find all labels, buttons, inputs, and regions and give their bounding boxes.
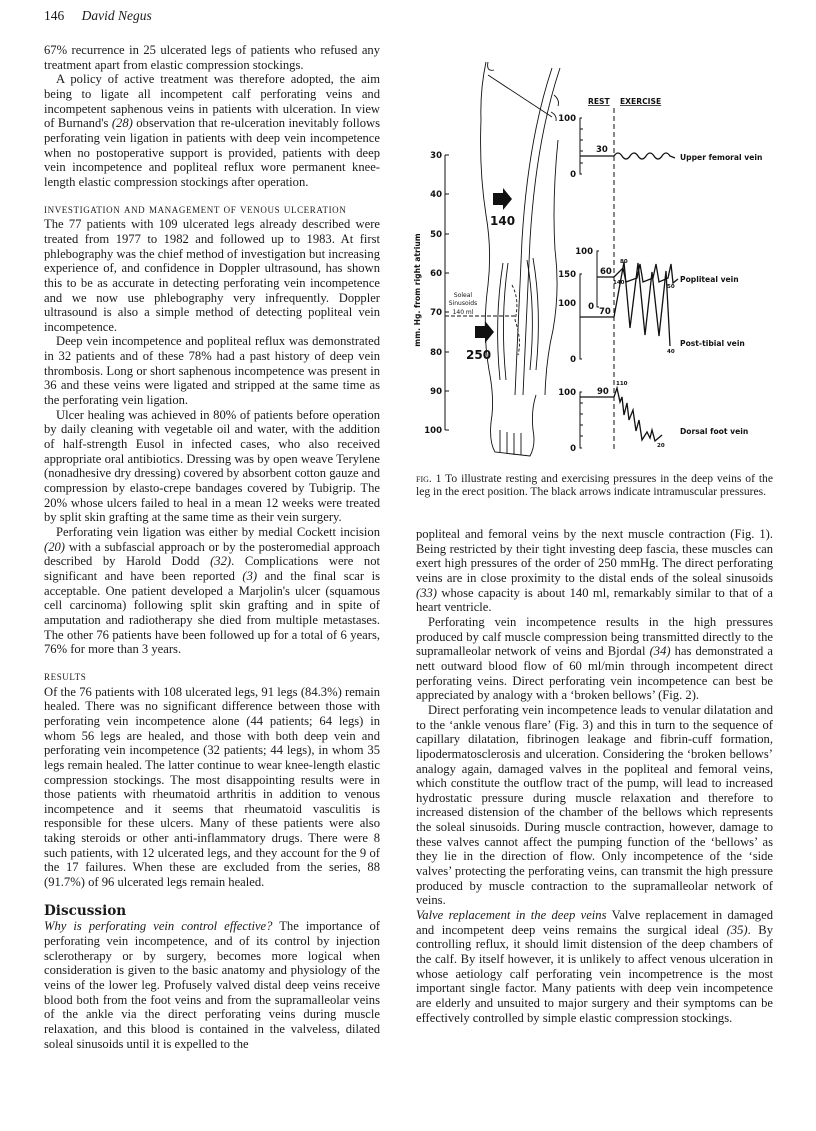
paragraph-text: popliteal and femoral veins by the next muscle contraction (Fig. 1). Being restricted by their tight investing deep fascia, these muscles can exert high pressures of the order of 250 mmHg. The direct perforating veins are in close proximity to the distal ends of the soleal sinusoids	[416, 527, 773, 585]
paragraph-text: Perforating vein incompetence results in the high pressures produced by calf muscle compression being transmitted directly to the supramalleolar network of veins and Bjordal	[416, 614, 773, 659]
axis-max: 100	[575, 247, 593, 257]
body-paragraph	[44, 408, 380, 525]
end-value: 40	[667, 349, 675, 355]
arrow-icon	[475, 321, 494, 343]
axis-min: 0	[570, 444, 576, 454]
body-paragraph	[44, 43, 380, 72]
italic-text: Valve replacement in the deep veins	[416, 908, 607, 923]
paragraph-text: The importance of perforating vein incompetence, and of its control by injection sclerotherapy or by surgery, becomes more logical when consideration is given to the basic anatomy and physiology of the veins of the lower leg. Profusely valved distal deep veins receive blood both from the foot veins and from the supramalleolar veins of the ankle via the direct perforating veins during muscle relaxation, and this blood is contained in the valveless, dilated soleal sinusoids until it is expelled to the	[44, 919, 380, 1051]
body-paragraph	[416, 703, 773, 908]
soleal-volume: 140 ml	[452, 309, 474, 316]
paragraph-text: Valve replacement in damaged and incompetent deep veins remains the surgical ideal	[416, 908, 773, 937]
tick-label: 60	[430, 269, 442, 279]
italic-text: (20)	[44, 539, 65, 554]
tick-label: 50	[430, 230, 442, 240]
figure-caption-label: fig. 1	[416, 472, 442, 485]
body-paragraph	[44, 334, 380, 407]
paragraph-text: Perforating vein ligation was either by medial Cockett incision	[56, 525, 380, 539]
tick-label: 70	[430, 308, 442, 318]
arrow-pressure-label: 140	[490, 214, 516, 228]
body-paragraph	[44, 72, 380, 189]
paragraph-text: results	[44, 668, 87, 683]
exercise-label: EXERCISE	[620, 97, 662, 106]
italic-text: (32)	[210, 554, 232, 569]
body-paragraph	[416, 615, 773, 703]
soleal-label: Soleal	[453, 292, 473, 299]
paragraph-text: and the final scar is acceptable. One patient developed a Marjolin's ulcer (squamous cell carcinoma) following split skin grafting and in spite of amputation and radiotherapy she died from multiple metastases. The other 76 patients have been followed up for a total of 6 years, 76% for more than 3 years.	[44, 568, 380, 657]
paragraph-text: Direct perforating vein incompetence leads to venular dilatation and to the ‘ankle venous flare’ (Fig. 3) and this in turn to the sequence of capillary dilatation, fibrinogen leakage and fibrin-cuff formation, lipodermatosclerosis and ulceration. Considering the ‘broken bellows’ analogy again, damaged valves in the popliteal and femoral veins, which constitute the outflow tract of the pump, will lead to increased hydrostatic pressure during muscle relaxation and therefore to increased distension of the chamber of the bellows which represents the soleal sinusoids. During muscle contraction, however, damage to these valves cannot affect the pumping function of the ‘bellows’ as they lie in the direction of flow. Only incompetence of the ‘side valves’ protecting the perforating veins, can transmit the high pressure produced by muscle contraction to the supramalleolar network of veins.	[416, 702, 773, 908]
left-text-column	[44, 43, 380, 1051]
italic-text: (35)	[726, 922, 748, 937]
dorsal-foot-trace	[580, 388, 662, 441]
italic-text: (28)	[111, 116, 133, 131]
tick-label: 40	[430, 190, 442, 200]
arrow-icon	[493, 188, 512, 210]
axis-max: 100	[558, 388, 576, 398]
body-paragraph	[44, 217, 380, 334]
rest-value: 60	[600, 267, 612, 277]
paragraph-text: observation that re-ulceration inevitably follows perforating vein ligation in patients with deep vein incompetence when no postoperative support is provided, patients with deep vein incompetence and popliteal reflux wore permanent knee-length elastic compression stockings after operation.	[44, 116, 380, 189]
running-head-author: David Negus	[81, 8, 152, 23]
tick-label: 30	[430, 151, 442, 161]
axis-max: 100	[558, 114, 576, 124]
section-subheading	[44, 669, 380, 684]
peak-value: 140	[613, 280, 625, 286]
end-value: 50	[667, 284, 675, 290]
figure-caption-text: To illustrate resting and exercising pressures in the deep veins of the leg in the erect position. The black arrows indicate intramuscular pressures.	[416, 472, 774, 499]
paragraph-text: Of the 76 patients with 108 ulcerated legs, 91 legs (84.3%) remain healed. There was no significant difference between those with perforating vein incompetence alone (44 patients; 64 legs) in whom 56 legs are healed, and those with both deep vein and perforating vein incompetence (32 patients; 44 legs), in whom 35 legs remain healed. The latter continue to wear knee-length elastic compression stockings. The most disappointing results were in those patients with rheumatoid arthritis in addition to venous incompetence and it seems that rheumatoid vasculitis is responsible for these ulcers. Many of these patients were also taking steroids or other anti-inflammatory drugs. There were 8 such patients, with 12 ulcerated legs, and they account for the 9 of the 17 failures. When these are excluded from the series, 88 (91.7%) of 96 ulcerated legs remain healed.	[44, 684, 380, 890]
italic-text: Why is perforating vein control effective?	[44, 919, 273, 934]
section-subheading	[44, 202, 380, 217]
axis-mid: 100	[558, 299, 576, 309]
axis-min: 0	[570, 170, 576, 180]
paragraph-text: Discussion	[44, 902, 127, 919]
italic-text: (34)	[649, 644, 671, 659]
trace-name: Popliteal vein	[680, 275, 739, 284]
arrow-pressure-label: 250	[466, 348, 492, 362]
trace-name: Dorsal foot vein	[680, 427, 749, 436]
italic-text: (33)	[416, 585, 437, 600]
running-head	[44, 8, 152, 24]
section-heading	[44, 904, 380, 919]
pressure-scale-axis	[445, 155, 449, 430]
body-paragraph	[44, 919, 380, 1051]
paragraph-text: . Complications were not significant and have been reported	[44, 554, 380, 583]
rest-value: 70	[599, 307, 611, 317]
end-value: 20	[657, 443, 665, 449]
rest-label: REST	[588, 97, 610, 106]
page-number: 146	[44, 8, 65, 23]
axis-min: 0	[588, 302, 594, 312]
paragraph-text: has demonstrated a nett outward blood flow of 60 ml/min through incompetent direct perforating veins. Direct perforating vein incompetence can best be appreciated by analogy with a ‘broken bellows’ (Fig. 2).	[416, 644, 774, 703]
trace-name: Post-tibial vein	[680, 339, 745, 348]
peak-value: 80	[620, 259, 628, 265]
body-paragraph	[44, 685, 380, 890]
body-paragraph	[416, 527, 773, 615]
paragraph-text: with a subfascial approach or by the posteromedial approach described by Harold Dodd	[44, 539, 380, 569]
trace-axes	[580, 118, 599, 448]
tick-label: 100	[424, 426, 442, 436]
paragraph-text: whose capacity is about 140 ml, remarkably similar to that of a heart ventricle.	[416, 585, 773, 615]
upper-femoral-trace	[580, 153, 675, 159]
figure-caption	[416, 472, 773, 499]
right-text-column	[416, 527, 773, 1025]
figure-1-leg-pressure-diagram	[410, 55, 800, 467]
axis-min: 0	[570, 355, 576, 365]
paragraph-text: A policy of active treatment was therefore adopted, the aim being to ligate all incompetent calf perforating veins and incompetent saphenous veins in patients with ulceration. In view of Burnand's	[44, 72, 380, 131]
pressure-traces	[580, 153, 678, 441]
axis-max: 150	[558, 270, 576, 280]
paragraph-text: 67% recurrence in 25 ulcerated legs of patients who refused any treatment apart from elastic compression stockings.	[44, 43, 380, 72]
paragraph-text: The 77 patients with 109 ulcerated legs already described were treated from 1977 to 1982 and followed up to 1983. At first phlebography was the chief method of investigation but increasing experience of, and confidence in Doppler ultrasound, has shown this to be as accurate in detecting perforating vein incompetence and we now use phlebography very infrequently. Doppler ultrasound is also a simple method of detecting popliteal vein incompetence.	[44, 217, 380, 334]
soleal-label: Sinusoids	[448, 300, 478, 307]
paragraph-text: Ulcer healing was achieved in 80% of patients before operation by daily cleaning with vegetable oil and water, with the addition of half-strength Eusol in infected cases, who also received appropriate oral antibiotics. Dressing was by open weave Terylene (nonadhesive dry dressing) covered by absorbent cotton gauze and compression by elasto-crepe bandages covered by Tubigrip. The 20% whose ulcers failed to heal in a mean 12 weeks were treated by split skin grafting at the same time as their vein surgery.	[44, 407, 380, 525]
peak-value: 110	[616, 381, 628, 387]
leg-illustration	[481, 62, 560, 456]
tick-label: 80	[430, 348, 442, 358]
italic-text: (3)	[242, 568, 258, 583]
rest-value: 90	[597, 387, 609, 397]
body-paragraph	[416, 908, 773, 1025]
paragraph-text: investigation and management of venous ulceration	[44, 201, 347, 216]
paragraph-text: . By controlling reflux, it should limit distension of the deep chambers of the calf. By itself however, it is unlikely to affect venous ulceration in whose aetiology calf perforating vein incompetrence is the most important single factor. Many patients with deep vein incompetence are elderly and unsuited to major surgery and their symptoms can be effectively controlled by simple elastic compression stockings.	[416, 922, 773, 1025]
axis-title: mm. Hg. from right atrium	[413, 233, 422, 347]
body-paragraph	[44, 525, 380, 657]
tick-label: 90	[430, 387, 442, 397]
scale-tick-labels	[424, 151, 442, 436]
paragraph-text: Deep vein incompetence and popliteal reflux was demonstrated in 32 patients and of these 78% had a past history of deep vein thrombosis. Long or short saphenous incompetence was present in 36 and these veins were ligated and stripped at the same time as the perforating vein ligation.	[44, 334, 380, 408]
rest-value: 30	[596, 145, 608, 155]
trace-name: Upper femoral vein	[680, 153, 763, 162]
